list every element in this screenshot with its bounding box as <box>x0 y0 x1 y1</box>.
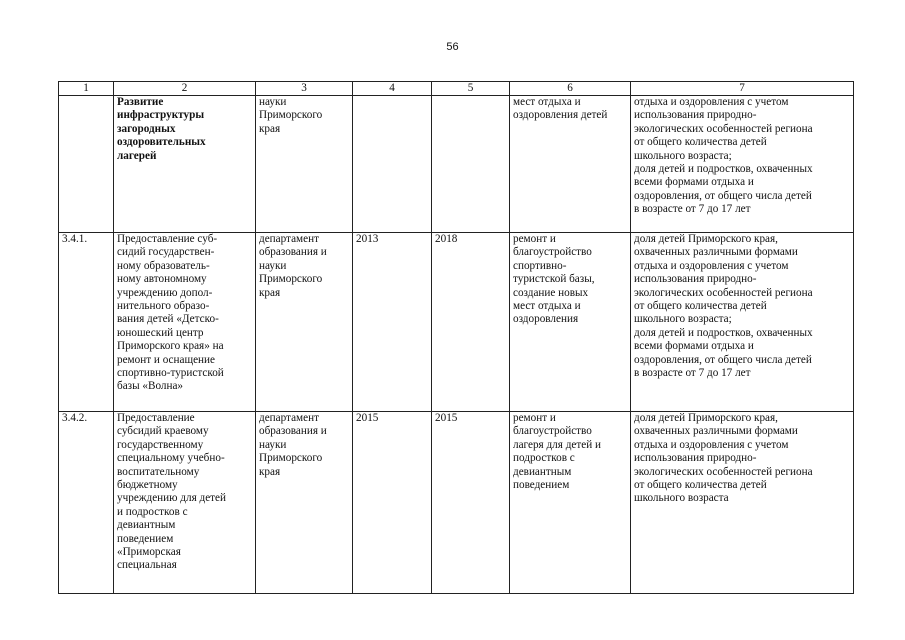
cell-start-year: 2013 <box>353 233 432 412</box>
cell-executor <box>256 96 353 233</box>
text-line: юношеский центр <box>117 326 204 339</box>
header-cell: 2 <box>114 82 256 96</box>
text-line: экологических особенностей региона <box>634 465 813 478</box>
cell-executor <box>256 233 353 412</box>
text-line: доля детей и подростков, охваченных <box>634 163 813 176</box>
text-line: отдыха и оздоровления с учетом <box>634 96 789 108</box>
text-line: базы «Волна» <box>117 380 184 393</box>
text-line: бюджетному <box>117 479 178 492</box>
text-line: поведением <box>513 479 570 492</box>
cell-number: 3.4.2. <box>59 412 114 594</box>
text-line: специальная <box>117 559 177 572</box>
text-line: Развитие <box>117 96 164 108</box>
text-line: специальному учебно- <box>117 452 225 465</box>
text-line: оздоровительных <box>117 136 206 149</box>
text-line: воспитательному <box>117 465 200 478</box>
text-line: края <box>259 465 281 478</box>
text-line: девиантным <box>117 519 176 532</box>
text-line: школьного возраста; <box>634 149 732 162</box>
text-line: школьного возраста <box>634 492 729 505</box>
text-line: оздоровления детей <box>513 109 608 122</box>
header-cell: 3 <box>256 82 353 96</box>
text-line: загородных <box>117 122 176 135</box>
header-row <box>59 82 854 96</box>
text-line: спортивно-туристской <box>117 367 224 380</box>
text-line: сидий государствен- <box>117 246 215 259</box>
cell-number: 3.4.1. <box>59 233 114 412</box>
text-line: Предоставление суб- <box>117 233 218 245</box>
text-line: девиантным <box>513 465 572 478</box>
text-line: края <box>259 286 281 299</box>
cell-indicator <box>631 412 854 594</box>
text-line: департамент <box>259 233 319 245</box>
text-line: Приморского <box>259 273 323 286</box>
text-line: образования и <box>259 246 327 259</box>
text-line: отдыха и оздоровления с учетом <box>634 259 789 272</box>
text-line: доля детей Приморского края, <box>634 233 778 245</box>
text-line: в возрасте от 7 до 17 лет <box>634 203 751 216</box>
cell-result <box>510 233 631 412</box>
cell-end-year: 2018 <box>432 233 510 412</box>
text-line: использования природно- <box>634 452 757 465</box>
text-line: науки <box>259 259 287 272</box>
text-line: учреждению допол- <box>117 286 213 299</box>
text-line: ному автономному <box>117 273 207 286</box>
text-line: Приморского <box>259 452 323 465</box>
text-line: науки <box>259 438 287 451</box>
cell-indicator <box>631 96 854 233</box>
text-line: всеми формами отдыха и <box>634 340 754 353</box>
program-table <box>58 81 854 594</box>
text-line: ремонт и оснащение <box>117 353 216 366</box>
cell-result <box>510 96 631 233</box>
cell-start-year <box>353 96 432 233</box>
text-line: субсидий краевому <box>117 425 209 438</box>
text-line: использования природно- <box>634 273 757 286</box>
text-line: туристской базы, <box>513 273 595 286</box>
text-line: охваченных различными формами <box>634 425 798 438</box>
text-line: департамент <box>259 412 319 424</box>
text-line: благоустройство <box>513 246 592 259</box>
text-line: нительного образо- <box>117 300 210 313</box>
cell-number <box>59 96 114 233</box>
cell-end-year <box>432 96 510 233</box>
text-line: всеми формами отдыха и <box>634 176 754 189</box>
header-cell: 5 <box>432 82 510 96</box>
text-line: инфраструктуры <box>117 109 205 122</box>
text-line: мест отдыха и <box>513 96 581 108</box>
cell-measure <box>114 96 256 233</box>
table-row <box>59 96 854 233</box>
text-line: благоустройство <box>513 425 592 438</box>
text-line: и подростков с <box>117 505 188 518</box>
text-line: ремонт и <box>513 233 556 245</box>
text-line: образования и <box>259 425 327 438</box>
text-line: края <box>259 122 281 135</box>
text-line: поведением <box>117 532 174 545</box>
text-line: доля детей Приморского края, <box>634 412 778 424</box>
text-line: охваченных различными формами <box>634 246 798 259</box>
text-line: оздоровления <box>513 313 579 326</box>
header-cell: 1 <box>59 82 114 96</box>
text-line: школьного возраста; <box>634 313 732 326</box>
header-cell: 7 <box>631 82 854 96</box>
cell-measure <box>114 233 256 412</box>
text-line: создание новых <box>513 286 589 299</box>
text-line: спортивно- <box>513 259 567 272</box>
cell-indicator <box>631 233 854 412</box>
text-line: лагерей <box>117 149 157 162</box>
text-line: лагеря для детей и <box>513 438 601 451</box>
text-line: использования природно- <box>634 109 757 122</box>
cell-end-year: 2015 <box>432 412 510 594</box>
text-line: доля детей и подростков, охваченных <box>634 326 813 339</box>
text-line: учреждению для детей <box>117 492 227 505</box>
text-line: науки <box>259 96 287 108</box>
text-line: ремонт и <box>513 412 556 424</box>
text-line: экологических особенностей региона <box>634 122 813 135</box>
text-line: оздоровления, от общего числа детей <box>634 189 812 202</box>
table-body <box>59 96 854 594</box>
cell-executor <box>256 412 353 594</box>
cell-measure <box>114 412 256 594</box>
header-cell: 6 <box>510 82 631 96</box>
text-line: Предоставление <box>117 412 195 424</box>
text-line: в возрасте от 7 до 17 лет <box>634 367 751 380</box>
text-line: ному образователь- <box>117 259 210 272</box>
text-line: экологических особенностей региона <box>634 286 813 299</box>
text-line: государственному <box>117 438 204 451</box>
text-line: Приморского <box>259 109 323 122</box>
text-line: «Приморская <box>117 546 181 559</box>
cell-result <box>510 412 631 594</box>
page-number: 56 <box>446 41 459 53</box>
table-row <box>59 233 854 412</box>
text-line: от общего количества детей <box>634 300 767 313</box>
table-row <box>59 412 854 594</box>
text-line: от общего количества детей <box>634 479 767 492</box>
cell-start-year: 2015 <box>353 412 432 594</box>
text-line: вания детей «Детско- <box>117 313 219 326</box>
text-line: оздоровления, от общего числа детей <box>634 353 812 366</box>
text-line: мест отдыха и <box>513 300 581 313</box>
header-cell: 4 <box>353 82 432 96</box>
text-line: от общего количества детей <box>634 136 767 149</box>
text-line: подростков с <box>513 452 575 465</box>
text-line: Приморского края» на <box>117 340 224 353</box>
text-line: отдыха и оздоровления с учетом <box>634 438 789 451</box>
